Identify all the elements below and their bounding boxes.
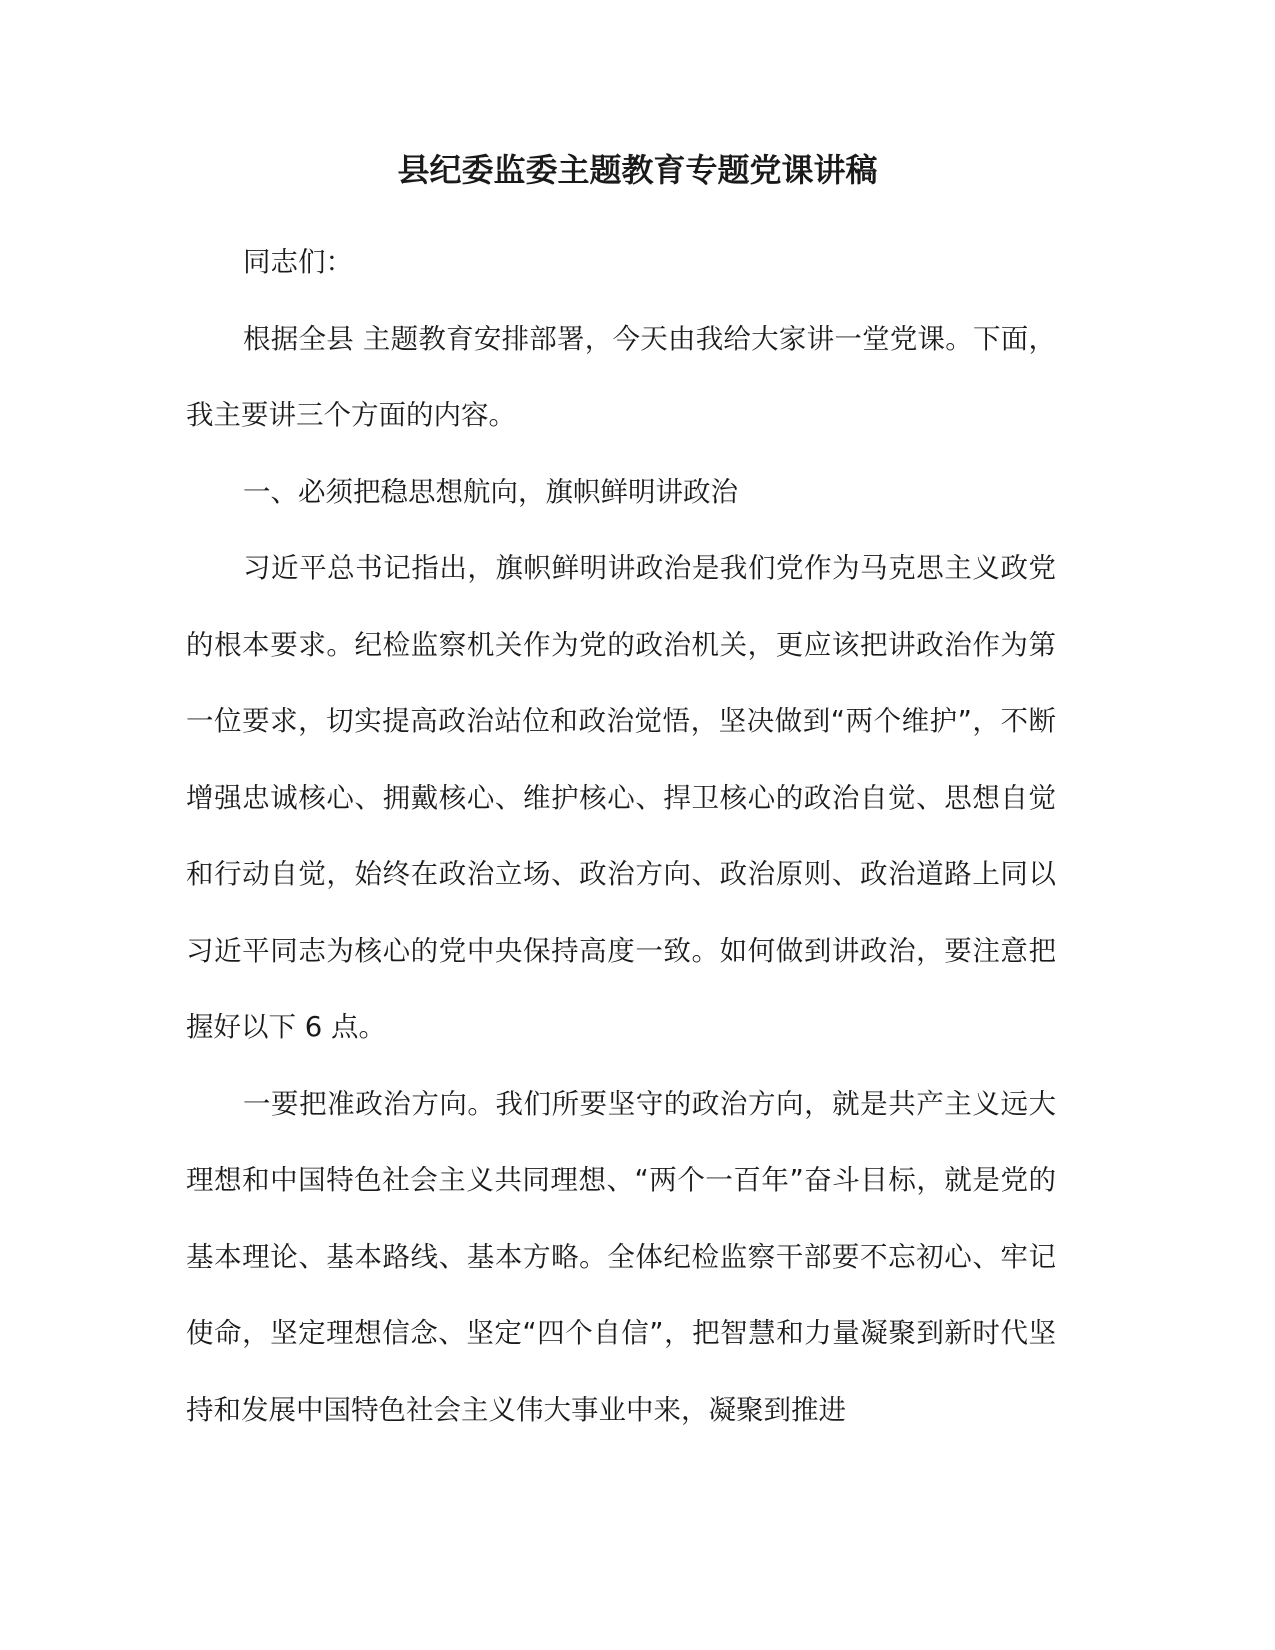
body-paragraph: 一要把准政治方向。我们所要坚守的政治方向，就是共产主义远大理想和中国特色社会主义共同理想、“两个一百年”奋斗目标，就是党的基本理论、基本路线、基本方略。全体纪检监察干部要不忘初心、牢记使命，坚定理想信念、坚定“四个自信”，把智慧和力量凝聚到新时代坚持和发展中国特色社会主义伟大事业中来，凝聚到推进 [186,1087,1056,1426]
section-heading-1: 一、必须把稳思想航向，旗帜鲜明讲政治 [243,475,738,508]
document-title: 县纪委监委主题教育专题党课讲稿 [397,151,878,189]
document-body [186,224,1056,1448]
salutation-paragraph: 同志们： [243,246,353,278]
body-paragraph: 习近平总书记指出，旗帜鲜明讲政治是我们党作为马克思主义政党的根本要求。纪检监察机关作为党的政治机关，更应该把讲政治作为第一位要求，切实提高政治站位和政治觉悟，坚决做到“两个维护”，不断增强忠诚核心、拥戴核心、维护核心、捍卫核心的政治自觉、思想自觉和行动自觉，始终在政治立场、政治方向、政治原则、政治道路上同以习近平同志为核心的党中央保持高度一致。如何做到讲政治，要注意把握好以下 6 点。 [186,552,1056,1043]
intro-paragraph: 根据全县 主题教育安排部署，今天由我给大家讲一堂党课。下面，我主要讲三个方面的内容。 [186,322,1056,431]
